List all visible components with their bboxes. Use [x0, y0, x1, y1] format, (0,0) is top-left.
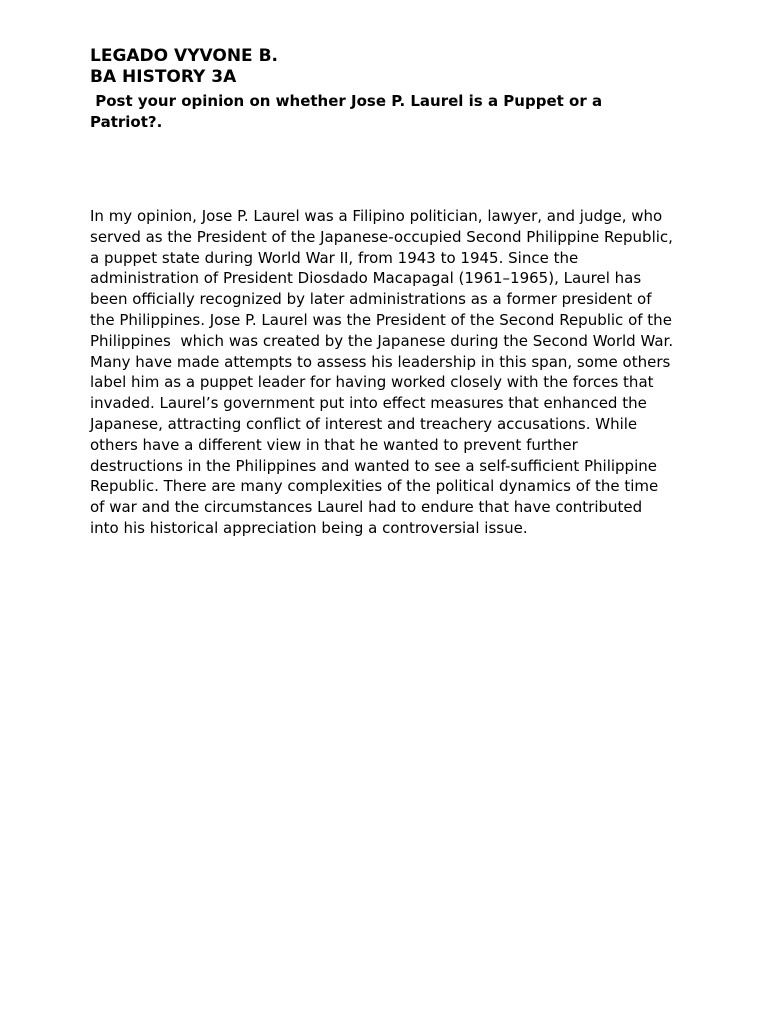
body-line: Many have made attempts to assess his leadership in this span, some others [90, 352, 671, 371]
body-line: label him as a puppet leader for having worked closely with the forces that [90, 373, 654, 392]
body-line: of war and the circumstances Laurel had to endure that have contributed [90, 498, 643, 517]
body-line: served as the President of the Japanese-occupied Second Philippine Republic, [90, 227, 673, 246]
body-line: Japanese, attracting conflict of interest and treachery accusations. While [90, 414, 638, 433]
body-line: Republic. There are many complexities of the political dynamics of the time [90, 477, 659, 496]
body-line: Philippines which was created by the Japanese during the Second World War. [90, 331, 674, 350]
body-line: into his historical appreciation being a controversial issue. [90, 518, 528, 537]
body-line: been officially recognized by later administrations as a former president of [90, 290, 652, 309]
body-line: others have a different view in that he wanted to prevent further [90, 435, 578, 454]
author-name: LEGADO VYVONE B. [90, 46, 278, 66]
body-line: the Philippines. Jose P. Laurel was the President of the Second Republic of the [90, 310, 672, 329]
body-line: a puppet state during World War II, from 1943 to 1945. Since the [90, 248, 579, 267]
document-header [90, 46, 690, 133]
essay-body [90, 206, 690, 539]
course-name: BA HISTORY 3A [90, 67, 237, 87]
body-line: In my opinion, Jose P. Laurel was a Filipino politician, lawyer, and judge, who [90, 207, 663, 225]
body-line: destructions in the Philippines and wanted to see a self-sufficient Philippine [90, 456, 657, 475]
body-line: administration of President Diosdado Macapagal (1961–1965), Laurel has [90, 269, 642, 288]
essay-prompt: Post your opinion on whether Jose P. Laurel is a Puppet or a Patriot?. [90, 92, 608, 131]
body-line: invaded. Laurel’s government put into effect measures that enhanced the [90, 394, 647, 413]
